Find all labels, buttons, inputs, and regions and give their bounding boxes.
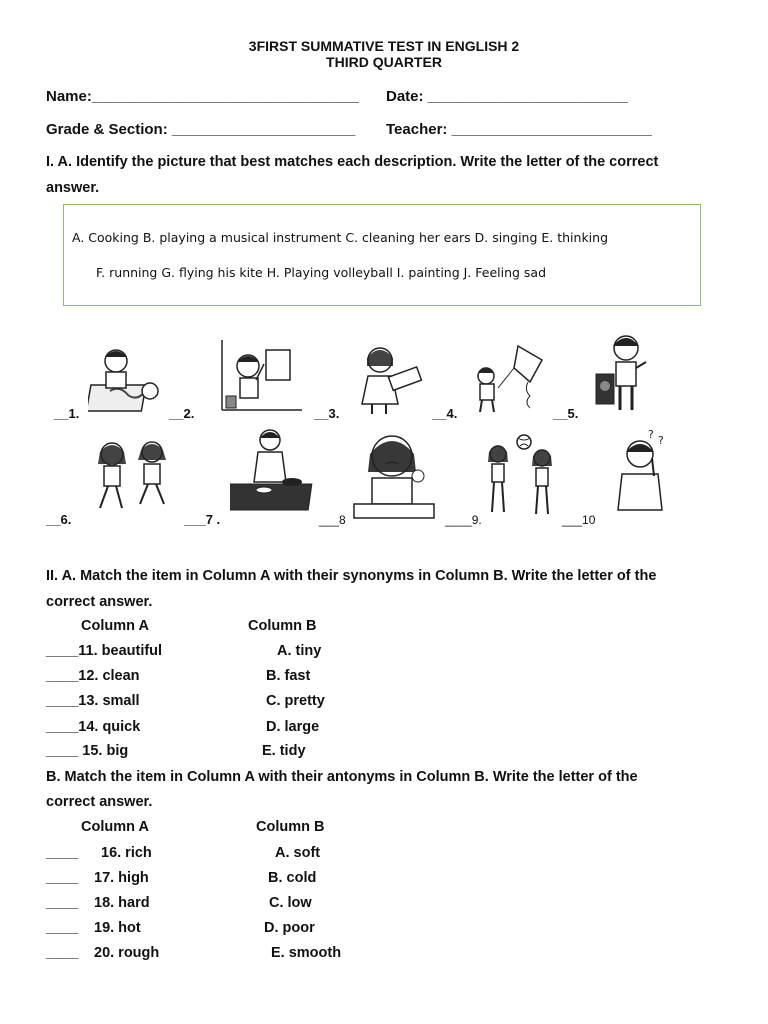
volleyball-girls-picture — [480, 432, 564, 518]
choices-box — [63, 204, 701, 306]
part2a-column-a-header: Column A — [81, 618, 149, 634]
synonym-choice-e: E. tidy — [262, 743, 306, 759]
antonym-choice-b: B. cold — [268, 870, 317, 886]
part1-instruction-line2: answer. — [46, 180, 100, 196]
antonym-choice-a: A. soft — [275, 845, 321, 861]
painting-child-picture — [88, 345, 168, 417]
kite-boy-picture — [468, 342, 550, 416]
grade-section-field: Grade & Section: ______________________ — [46, 121, 356, 138]
blank-4[interactable]: __4. — [432, 406, 458, 421]
part2b-column-b-header: Column B — [256, 819, 325, 835]
synonym-item-11: ____11. beautiful — [46, 643, 163, 659]
blank-5[interactable]: __5. — [553, 406, 579, 421]
blank-10[interactable]: ___10 — [562, 513, 596, 527]
part2a-instruction-line1: II. A. Match the item in Column A with their synonyms in Column B. Write the letter of the — [46, 568, 657, 584]
synonym-item-14: ____14. quick — [46, 719, 141, 735]
sad-girl-picture — [352, 432, 436, 522]
antonym-blank-17[interactable]: ____ — [46, 870, 79, 886]
part2a-instruction-line2: correct answer. — [46, 594, 153, 610]
synonym-choice-d: D. large — [266, 719, 320, 735]
synonym-choice-a: A. tiny — [277, 643, 322, 659]
blank-9[interactable]: ____9. — [445, 513, 482, 527]
cooking-woman-picture — [230, 426, 322, 516]
test-title: 3FIRST SUMMATIVE TEST IN ENGLISH 2 — [248, 38, 520, 54]
synonym-choice-c: C. pretty — [266, 693, 325, 709]
part2b-instruction-line1: B. Match the item in Column A with their antonyms in Column B. Write the letter of the — [46, 769, 638, 785]
cleaning-ears-child-picture — [218, 338, 304, 414]
choices-row2: F. running G. flying his kite H. Playing volleyball I. painting J. Feeling sad — [96, 265, 547, 280]
blank-2[interactable]: __2. — [169, 406, 195, 421]
antonym-choice-e: E. smooth — [271, 945, 342, 961]
synonym-item-13: ____13. small — [46, 693, 140, 709]
name-field: Name:________________________________ — [46, 88, 359, 105]
antonym-blank-20[interactable]: ____ — [46, 945, 79, 961]
blank-7[interactable]: ___7 . — [184, 512, 221, 527]
antonym-item-19: 19. hot — [94, 920, 141, 936]
antonym-item-20: 20. rough — [94, 945, 160, 961]
antonym-blank-16[interactable]: ____ — [46, 845, 79, 861]
svg-text:?: ? — [658, 434, 664, 447]
singing-boy-picture — [590, 332, 660, 416]
running-girls-picture — [90, 436, 180, 516]
svg-text:?: ? — [648, 428, 654, 441]
antonym-item-17: 17. high — [94, 870, 149, 886]
antonym-choice-d: D. poor — [264, 920, 315, 936]
date-field: Date: ________________________ — [386, 88, 628, 105]
musical-instrument-girl-picture — [356, 344, 426, 418]
blank-8[interactable]: ___8 — [319, 513, 346, 527]
antonym-blank-18[interactable]: ____ — [46, 895, 79, 911]
synonym-choice-b: B. fast — [266, 668, 311, 684]
blank-3[interactable]: __3. — [314, 406, 340, 421]
antonym-choice-c: C. low — [269, 895, 312, 911]
blank-1[interactable]: __1. — [54, 406, 80, 421]
synonym-item-15: ____ 15. big — [46, 743, 129, 759]
part2b-instruction-line2: correct answer. — [46, 794, 153, 810]
test-subtitle: THIRD QUARTER — [326, 54, 442, 70]
choices-row1: A. Cooking B. playing a musical instrument C. cleaning her ears D. singing E. thinking — [72, 230, 609, 245]
synonym-item-12: ____12. clean — [46, 668, 140, 684]
teacher-field: Teacher: ________________________ — [386, 121, 652, 138]
part2a-column-b-header: Column B — [248, 618, 317, 634]
part1-instruction-line1: I. A. Identify the picture that best matches each description. Write the letter of the correct — [46, 154, 659, 170]
thinking-boy-picture — [610, 426, 674, 512]
blank-6[interactable]: __6. — [46, 512, 72, 527]
antonym-item-16: 16. rich — [101, 845, 152, 861]
antonym-item-18: 18. hard — [94, 895, 150, 911]
part2b-column-a-header: Column A — [81, 819, 149, 835]
antonym-blank-19[interactable]: ____ — [46, 920, 79, 936]
